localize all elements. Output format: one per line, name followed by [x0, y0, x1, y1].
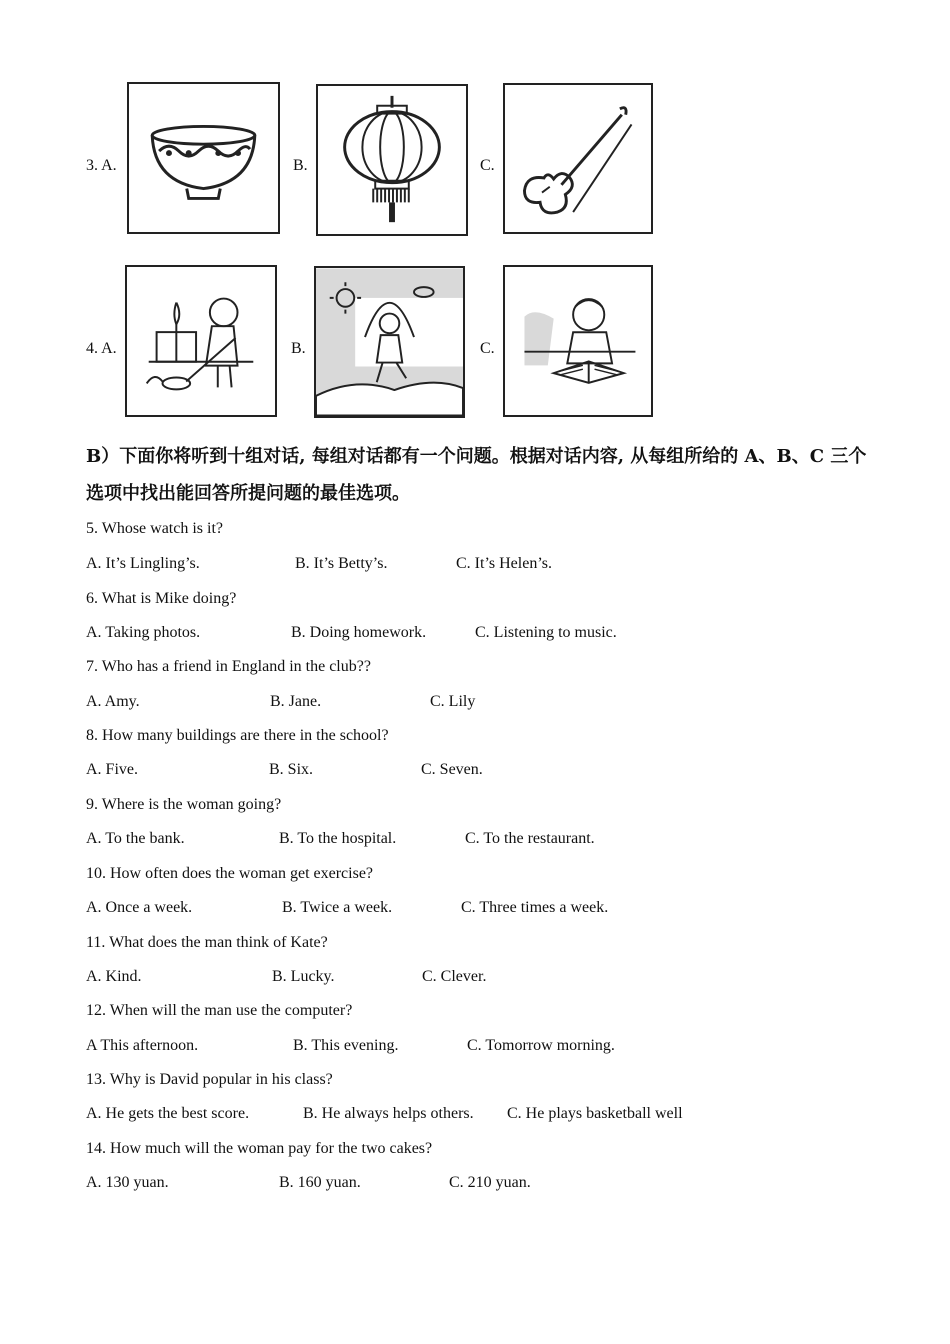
option-c: C. Tomorrow morning.	[467, 1037, 615, 1054]
option-c: C. Clever.	[422, 968, 487, 985]
option-c: C. 210 yuan.	[449, 1174, 531, 1191]
question-text: 7. Who has a friend in England in the club??	[86, 658, 371, 675]
question-text: 11. What does the man think of Kate?	[86, 934, 328, 951]
lantern-picture	[316, 84, 468, 236]
q4-option-c-label: C.	[480, 340, 495, 357]
option-c: C. Three times a week.	[461, 899, 609, 916]
q4-option-b-label: B.	[291, 340, 306, 357]
option-b: B. Twice a week.	[282, 899, 393, 916]
option-c: C. Listening to music.	[475, 624, 617, 641]
option-c: C. He plays basketball well	[507, 1105, 683, 1122]
question-text: 6. What is Mike doing?	[86, 590, 237, 607]
sweeping-picture	[125, 265, 277, 417]
option-b: B. Doing homework.	[291, 624, 427, 641]
option-b: B. 160 yuan.	[279, 1174, 361, 1191]
q3-option-c-label: C.	[480, 157, 495, 174]
option-a: A. Kind.	[86, 968, 142, 985]
q3-option-b-label: B.	[293, 157, 308, 174]
lantern-icon	[318, 86, 466, 234]
question-text: 13. Why is David popular in his class?	[86, 1071, 333, 1088]
q3-number-a: 3. A.	[86, 157, 117, 174]
option-a: A. Amy.	[86, 693, 140, 710]
option-c: C. Seven.	[421, 761, 483, 778]
question-text: 12. When will the man use the computer?	[86, 1002, 353, 1019]
option-b: B. Lucky.	[272, 968, 335, 985]
option-b: B. Six.	[269, 761, 314, 778]
question-text: 14. How much will the woman pay for the two cakes?	[86, 1140, 433, 1157]
girl-jumping-rope-icon	[316, 268, 463, 416]
girl-sweeping-icon	[127, 267, 275, 415]
question-text: 8. How many buildings are there in the school?	[86, 727, 389, 744]
option-a: A. To the bank.	[86, 830, 185, 847]
option-a: A This afternoon.	[86, 1037, 199, 1054]
question-text: 9. Where is the woman going?	[86, 796, 282, 813]
option-a: A. Once a week.	[86, 899, 193, 916]
violin-icon	[505, 85, 651, 232]
option-a: A. It’s Lingling’s.	[86, 555, 200, 572]
option-b: B. To the hospital.	[279, 830, 397, 847]
jumping-rope-picture	[314, 266, 465, 418]
option-a: A. 130 yuan.	[86, 1174, 169, 1191]
bowl-icon	[129, 84, 278, 232]
option-b: B. It’s Betty’s.	[295, 555, 388, 572]
question-text: 5. Whose watch is it?	[86, 520, 224, 537]
option-a: A. He gets the best score.	[86, 1105, 250, 1122]
option-a: A. Taking photos.	[86, 624, 201, 641]
q4-number-a: 4. A.	[86, 340, 117, 357]
option-b: B. Jane.	[270, 693, 322, 710]
reading-picture	[503, 265, 653, 417]
option-b: B. This evening.	[293, 1037, 399, 1054]
bowl-picture	[127, 82, 280, 234]
violin-picture	[503, 83, 653, 234]
boy-reading-icon	[505, 267, 651, 415]
option-b: B. He always helps others.	[303, 1105, 474, 1122]
option-a: A. Five.	[86, 761, 138, 778]
option-c: C. Lily	[430, 693, 476, 710]
option-c: C. To the restaurant.	[465, 830, 595, 847]
option-c: C. It’s Helen’s.	[456, 555, 552, 572]
section-b-instructions: B）下面你将听到十组对话, 每组对话都有一个问题。根据对话内容, 从每组所给的 A、B、C 三个选项中找出能回答所提问题的最佳选项。	[86, 446, 867, 504]
question-text: 10. How often does the woman get exercise?	[86, 865, 374, 882]
